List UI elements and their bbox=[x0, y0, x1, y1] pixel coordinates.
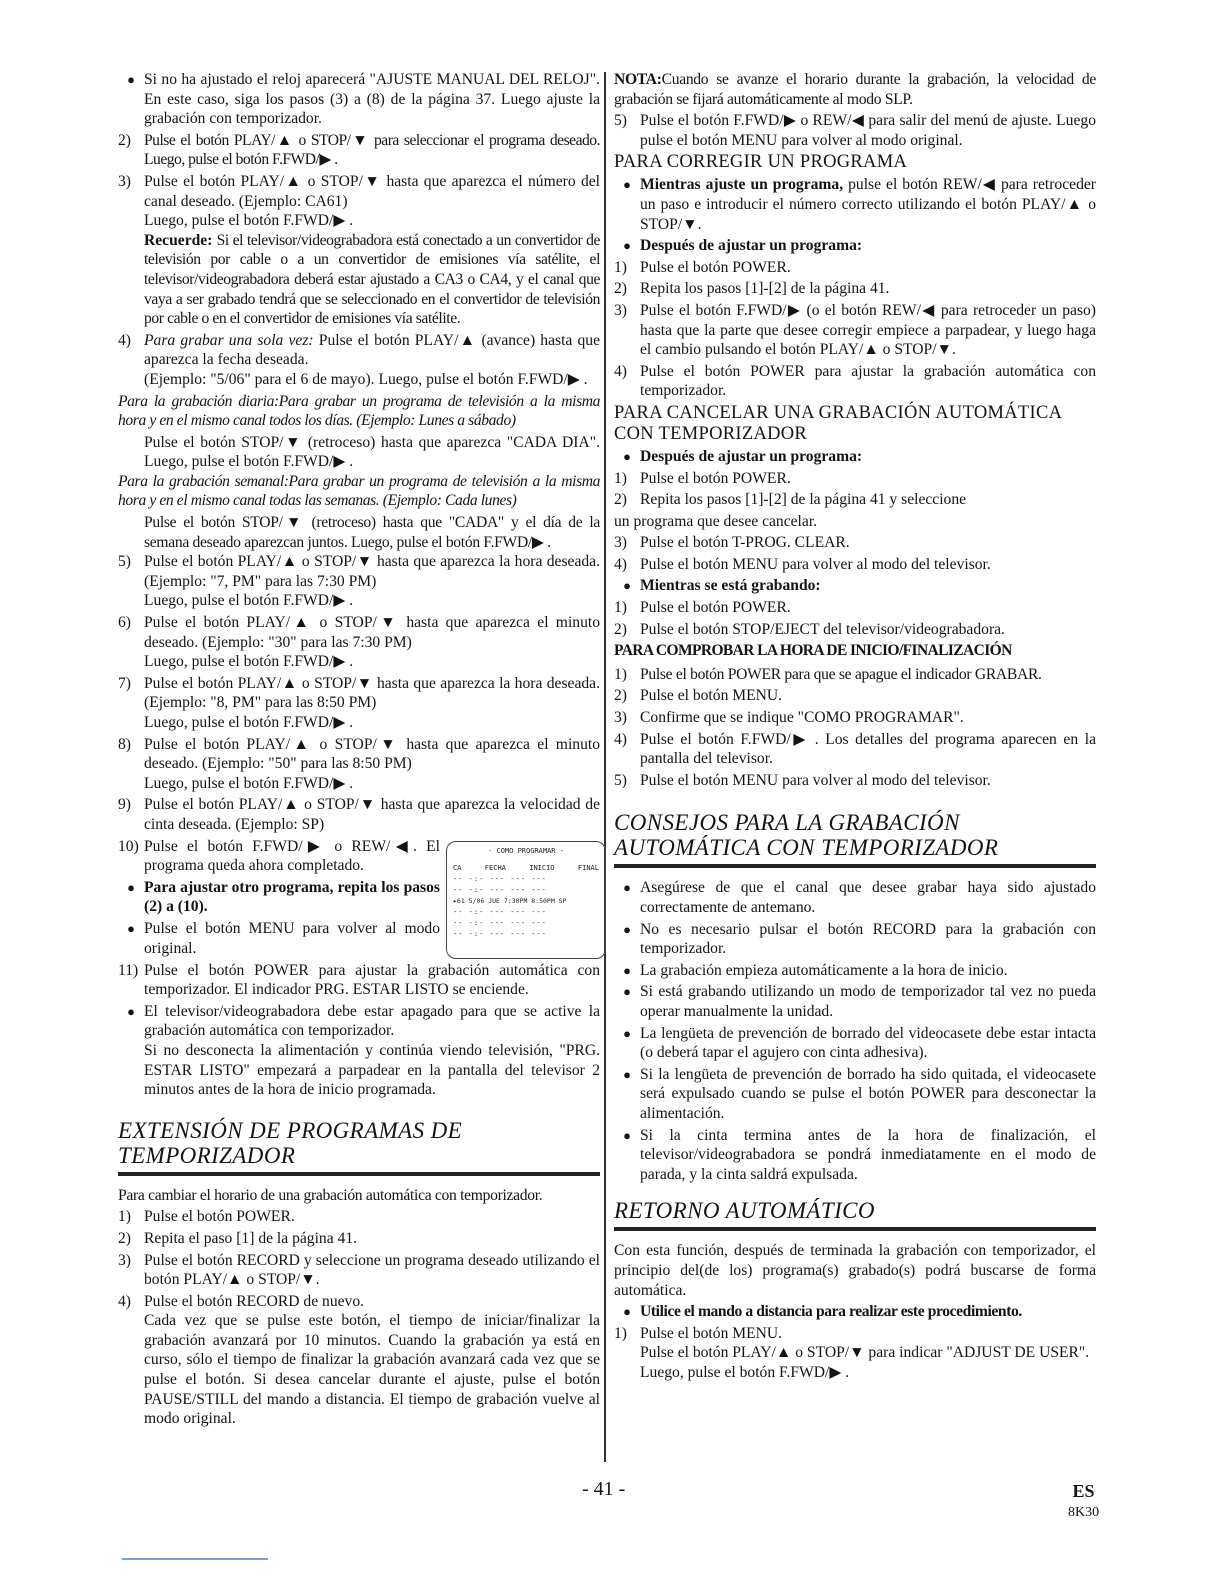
weekly-heading: Para la grabación semanal:Para grabar un programa de televisión a la misma hora y en el mismo canal todas las semanas. (Ejemplo: Cada lunes) bbox=[118, 472, 600, 510]
nota: NOTA:Cuando se avanze el horario durante la grabación, la velocidad de grabación se fijará automáticamente al modo SLP. bbox=[614, 71, 1096, 108]
step-5: 5) Pulse el botón PLAY/▲ o STOP/▼ hasta que aparezca la hora deseada. (Ejemplo: "7, PM" para las 7:30 PM) Luego, pulse el botón F.FWD/▶ . bbox=[118, 553, 600, 610]
return-heading: RETORNO AUTOMÁTICO bbox=[614, 1198, 1096, 1231]
program-screen-illustration: - COMO PROGRAMAR - CA FECHA INICIO FINAL -- -:- --- --- --- -- -:- --- --- --- ▸61 5/06 JUE 7:30PM 8:50PM SP -- -:- --- --- --- -- -:- --- --- --- -- -:- --- --- --- bbox=[446, 841, 606, 959]
bullet-menu: ● Pulse el botón MENU para volver al modo original. bbox=[127, 919, 440, 957]
decorative-underline bbox=[122, 1558, 268, 1560]
cancel-heading: PARA CANCELAR UNA GRABACIÓN AUTOMÁTICA CON TEMPORIZADOR bbox=[614, 402, 1062, 444]
step-3: 3) Pulse el botón PLAY/▲ o STOP/▼ hasta que aparezca el número del canal deseado. (Ejemplo: CA61) Luego, pulse el botón F.FWD/▶ . Recuerde: Si el televisor/videograbadora está conectado a un convertidor de televisión por cable o a un convertidor de emisiones vía satélite, el televisor/videograbadora deberá estar ajustado a CA3 o CA4, y el canal que vaya a ser grabado tendrá que se seleccionado en el convertidor de televisión por cable o en el convertidor de emisiones vía satélite. bbox=[118, 172, 600, 328]
bullet-clock: ● Si no ha ajustado el reloj aparecerá "AJUSTE MANUAL DEL RELOJ". En este caso, siga los pasos (3) a (8) de la página 37. Luego ajuste la grabación con temporizador. bbox=[118, 70, 600, 129]
check-heading: PARA COMPROBAR LA HORA DE INICIO/FINALIZACIÓN bbox=[614, 642, 1012, 660]
step-10: 10) Pulse el botón F.FWD/▶ o REW/◀. El programa queda ahora completado. bbox=[118, 837, 440, 875]
right-column: NOTA:Cuando se avanze el horario durante la grabación, la velocidad de grabación se fijará automáticamente al modo SLP. 5) Pulse el botón F.FWD/▶ o REW/◀ para salir del menú de ajuste. Luego pulse el botón MENU para volver al modo original. PARA CORREGIR UN PROGRAMA ● Mientras ajuste un programa, pulse el botón REW/◀ para retroceder un paso e introducir el número correcto utilizando el botón PLAY/▲ o STOP/▼. ● Después de ajustar un programa: 1) Pulse el botón POWER. 2) Repita los pasos [1]-[2] de la página 41. 3) Pulse el botón F.FWD/▶ (o el botón REW/◀ para retroceder un paso) hasta que la parte que desee corregir empiece a parpadear, y luego haga el cambio pulsando el botón PLAY/▲ o STOP/▼. 4) Pulse el botón POWER para ajustar la grabación automática con temporizador. PARA CANCELAR UNA GRABACIÓN AUTOMÁTICA CON TEMPORIZADOR ● Después de ajustar un programa: 1) Pulse el botón POWER. 2) Repita los pasos [1]-[2] de la página 41 y seleccione un programa que desee cancelar. 3) Pulse el botón T-PROG. CLEAR. 4) Pulse el botón MENU para volver al modo del televisor. ● Mientras se está grabando: 1) Pulse el botón POWER. 2) Pulse el botón STOP/EJECT del televisor/videograbadora. PARA COMPROBAR LA HORA DE INICIO/FINALIZACIÓN 1) Pulse el botón POWER para que se apague el indicador GRABAR. 2) Pulse el botón MENU. 3) Confirme que se indique "COMO PROGRAMAR". 4) Pulse el botón F.FWD/▶ . Los detalles del programa aparecen en la pantalla del televisor. 5) Pulse el botón MENU para volver al modo del televisor. CONSEJOS PARA LA GRABACIÓN AUTOMÁTICA CON TEMPORIZADOR ● Asegúrese de que el canal que desee grabar haya sido ajustado correctamente de antemano. ● No es necesario pulsar el botón RECORD para la grabación con temporizador. ● La grabación empieza automáticamente a la hora de inicio. ● Si está grabando utilizando un modo de temporizador tal vez no pueda operar manualmente la unidad. ● La lengüeta de prevención de borrado del videocasete debe estar intacta (o deberá tapar el agujero con cinta adhesiva). ● Si la lengüeta de prevención de borrado ha sido quitada, el videocasete será expulsado cuando se pulse el botón POWER para desconectar la alimentación. ● Si la cinta termina antes de la hora de finalización, el televisor/videograbadora se pondrá inmediatamente en el modo de parada, y la cinta saldrá expulsada. RETORNO AUTOMÁTICO Con esta función, después de terminada la grabación con temporizador, el principio del(de los) programa(s) grabado(s) podrá buscarse de forma automática. ● Utilice el mando a distancia para realizar este procedimiento. 1) Pulse el botón MENU. Pulse el botón PLAY/▲ o STOP/▼ para indicar "ADJUST DE USER". Luego, pulse el botón F.FWD/▶ . bbox=[614, 71, 1096, 1381]
tips-heading: CONSEJOS PARA LA GRABACIÓN AUTOMÁTICA CON TEMPORIZADOR bbox=[614, 810, 1096, 868]
ext-step-3: 3) Pulse el botón RECORD y seleccione un programa deseado utilizando el botón PLAY/▲ o STOP/▼. bbox=[118, 1251, 600, 1289]
step-8: 8) Pulse el botón PLAY/▲ o STOP/▼ hasta que aparezca el minuto deseado. (Ejemplo: "50" para las 8:50 PM) Luego, pulse el botón F.FWD/▶ . bbox=[118, 735, 600, 792]
step-2: 2) Pulse el botón PLAY/▲ o STOP/▼ para seleccionar el programa deseado. Luego, pulse el botón F.FWD/▶ . bbox=[118, 131, 600, 169]
daily-heading: Para la grabación diaria:Para grabar un programa de televisión a la misma hora y en el mismo canal todos los días. (Ejemplo: Lunes a sábado) bbox=[118, 392, 600, 430]
column-divider bbox=[604, 72, 606, 1462]
program-row-active: ▸61 5/06 JUE 7:30PM 8:50PM SP bbox=[453, 896, 567, 905]
ext-step-4: 4) Pulse el botón RECORD de nuevo. Cada vez que se pulse este botón, el tiempo de iniciar/finalizar la grabación avanzará por 10 minutos. Cuando la grabación ya está en curso, sólo el tiempo de finalizar la grabación avanzará cada vez que se pulse el botón. Si desea cancelar durante el ajuste, pulse el botón PAUSE/STILL del mando a distancia. El tiempo de grabación vuelve al modo original. bbox=[118, 1292, 600, 1428]
language-code: ES 8K30 bbox=[1068, 1481, 1100, 1520]
weekly-text: Pulse el botón STOP/▼ (retroceso) hasta que "CADA" y el día de la semana deseado aparezcan juntos. Luego, pulse el botón F.FWD/▶ . bbox=[144, 514, 600, 551]
step-9: 9) Pulse el botón PLAY/▲ o STOP/▼ hasta que aparezca la velocidad de cinta deseada. (Ejemplo: SP) bbox=[118, 796, 600, 833]
bullet-repeat: ● Para ajustar otro programa, repita los pasos (2) a (10). bbox=[127, 878, 440, 916]
step-5-exit: 5) Pulse el botón F.FWD/▶ o REW/◀ para salir del menú de ajuste. Luego pulse el botón MENU para volver al modo original. bbox=[614, 112, 1096, 149]
bullet-power-off: ● El televisor/videograbadora debe estar apagado para que se active la grabación automática con temporizador. Si no desconecta la alimentación y continúa viendo televisión, "PRG. ESTAR LISTO" empezará a parpadear en la pantalla del televisor 2 minutos antes de la hora de inicio programada. bbox=[127, 1002, 600, 1099]
step-11: 11) Pulse el botón POWER para ajustar la grabación automática con temporizador. El indicador PRG. ESTAR LISTO se enciende. bbox=[118, 961, 600, 999]
extension-heading: EXTENSIÓN DE PROGRAMAS DE TEMPORIZADOR bbox=[118, 1118, 600, 1176]
correct-heading: PARA CORREGIR UN PROGRAMA bbox=[614, 152, 908, 173]
step-4: 4) Para grabar una sola vez: Pulse el botón PLAY/▲ (avance) hasta que aparezca la fecha deseada. (Ejemplo: "5/06" para el 6 de mayo). Luego, pulse el botón F.FWD/▶ . bbox=[118, 331, 600, 388]
ext-step-1: 1) Pulse el botón POWER. bbox=[118, 1208, 295, 1226]
page-number: - 41 - bbox=[582, 1478, 626, 1500]
step-7: 7) Pulse el botón PLAY/▲ o STOP/▼ hasta que aparezca la hora deseada. (Ejemplo: "8, PM" para las 8:50 PM) Luego, pulse el botón F.FWD/▶ . bbox=[118, 674, 600, 731]
left-column: ● Si no ha ajustado el reloj aparecerá "AJUSTE MANUAL DEL RELOJ". En este caso, siga los pasos (3) a (8) de la página 37. Luego ajuste la grabación con temporizador. 2) Pulse el botón PLAY/▲ o STOP/▼ para seleccionar el programa deseado. Luego, pulse el botón F.FWD/▶ . 3) Pulse el botón PLAY/▲ o STOP/▼ hasta que aparezca el número del canal deseado. (Ejemplo: CA61) Luego, pulse el botón F.FWD/▶ . Recuerde: Si el televisor/videograbadora está conectado a un convertidor de televisión por cable o a un convertidor de emisiones vía satélite, el televisor/videograbadora deberá estar ajustado a CA3 o CA4, y el canal que vaya a ser grabado tendrá que se seleccionado en el convertidor de televisión por cable o en el convertidor de emisiones vía satélite. 4) Para grabar una sola vez: Pulse el botón PLAY/▲ (avance) hasta que aparezca la fecha deseada. (Ejemplo: "5/06" para el 6 de mayo). Luego, pulse el botón F.FWD/▶ . Para la grabación diaria:Para grabar un programa de televisión a la misma hora y en el mismo canal todos los días. (Ejemplo: Lunes a sábado) Pulse el botón STOP/▼ (retroceso) hasta que aparezca "CADA DIA". Luego, pulse el botón F.FWD/▶ . Para la grabación semanal:Para grabar un programa de televisión a la misma hora y en el mismo canal todas las semanas. (Ejemplo: Cada lunes) Pulse el botón STOP/▼ (retroceso) hasta que "CADA" y el día de la semana deseado aparezcan juntos. Luego, pulse el botón F.FWD/▶ . 5) Pulse el botón PLAY/▲ o STOP/▼ hasta que aparezca la hora deseada. (Ejemplo: "7, PM" para las 7:30 PM) Luego, pulse el botón F.FWD/▶ . 6) Pulse el botón PLAY/▲ o STOP/▼ hasta que aparezca el minuto deseado. (Ejemplo: "30" para las 7:30 PM) Luego, pulse el botón F.FWD/▶ . 7) Pulse el botón PLAY/▲ o STOP/▼ hasta que aparezca la hora deseada. (Ejemplo: "8, PM" para las 8:50 PM) Luego, pulse el botón F.FWD/▶ . 8) Pulse el botón PLAY/▲ o STOP/▼ hasta que aparezca el minuto deseado. (Ejemplo: "50" para las 8:50 PM) Luego, pulse el botón F.FWD/▶ . 9) Pulse el botón PLAY/▲ o STOP/▼ hasta que aparezca la velocidad de cinta deseada. (Ejemplo: SP) - COMO PROGRAMAR - CA FECHA INICIO FINAL -- -:- --- --- --- -- -:- --- --- --- ▸61 5/06 JUE 7:30PM 8:50PM SP -- -:- --- --- --- -- -:- --- --- --- -- -:- --- --- --- 10) Pulse el botón F.FWD/▶ o REW/◀. El programa queda ahora completado. ● Para ajustar otro programa, repita los pasos (2) a (10). ● Pulse el botón MENU para volver al modo original. 11) Pulse el botón POWER para ajustar la grabación automática con temporizador. El indicador PRG. ESTAR LISTO se enciende. ● El televisor/videograbadora debe estar apagado para que se active la grabación automática con temporizador. Si no desconecta la alimentación y continúa viendo televisión, "PRG. ESTAR LISTO" empezará a parpadear en la pantalla del televisor 2 minutos antes de la hora de inicio programada. EXTENSIÓN DE PROGRAMAS DE TEMPORIZADOR Para cambiar el horario de una grabación automática con temporizador. 1) Pulse el botón POWER. 2) Repita el paso [1] de la página 41. 3) Pulse el botón RECORD y seleccione un programa deseado utilizando el botón PLAY/▲ o STOP/▼. 4) Pulse el botón RECORD de nuevo. Cada vez que se pulse este botón, el tiempo de iniciar/finalizar la grabación avanzará por 10 minutos. Cuando la grabación ya está en curso, sólo el tiempo de finalizar la grabación avanzará cada vez que se pulse el botón. Si desea cancelar durante el ajuste, pulse el botón PAUSE/STILL del mando a distancia. El tiempo de grabación vuelve al modo original. bbox=[118, 70, 600, 1431]
ext-step-2: 2) Repita el paso [1] de la página 41. bbox=[118, 1229, 358, 1247]
bullet-icon: ● bbox=[127, 72, 135, 87]
step-6: 6) Pulse el botón PLAY/▲ o STOP/▼ hasta que aparezca el minuto deseado. (Ejemplo: "30" para las 7:30 PM) Luego, pulse el botón F.FWD/▶ . bbox=[118, 614, 600, 671]
daily-text: Pulse el botón STOP/▼ (retroceso) hasta que aparezca "CADA DIA". Luego, pulse el botón F.FWD/▶ . bbox=[144, 433, 600, 471]
